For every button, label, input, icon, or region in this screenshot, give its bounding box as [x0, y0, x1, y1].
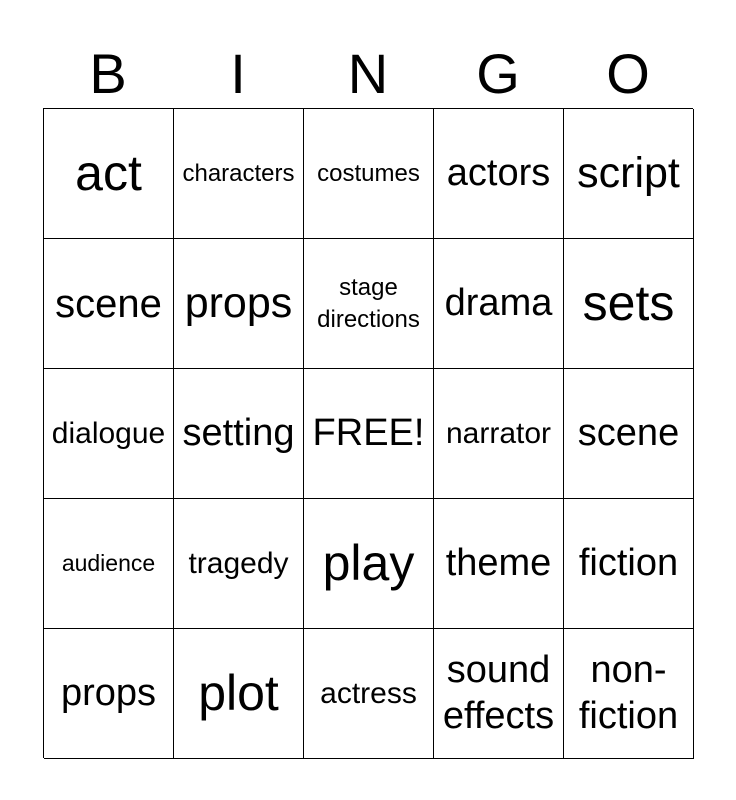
cell-text: actress: [320, 676, 417, 710]
bingo-cell[interactable]: [564, 369, 694, 499]
header-letter-n: N: [347, 42, 389, 105]
cell-text: plot: [198, 665, 279, 722]
cell-text: characters: [182, 159, 295, 187]
cell-text: stage directions: [317, 274, 420, 333]
bingo-cell[interactable]: [304, 629, 434, 759]
bingo-cell[interactable]: [44, 629, 174, 759]
bingo-cell[interactable]: [434, 369, 564, 499]
bingo-cell[interactable]: [304, 499, 434, 629]
cell-text: fiction: [578, 541, 679, 584]
cell-text: script: [577, 148, 680, 197]
cell-text: sound effects: [442, 648, 555, 737]
bingo-cell[interactable]: [44, 499, 174, 629]
bingo-cell[interactable]: [174, 239, 304, 369]
bingo-cell[interactable]: [434, 109, 564, 239]
cell-text: play: [322, 535, 415, 592]
header-letter-i: I: [230, 42, 246, 105]
bingo-cell[interactable]: [434, 629, 564, 759]
bingo-cell[interactable]: [174, 369, 304, 499]
cell-text: drama: [444, 281, 553, 324]
header-letter-g: G: [476, 42, 520, 105]
cell-text: props: [60, 671, 157, 714]
bingo-cell[interactable]: [564, 629, 694, 759]
cell-text: FREE!: [312, 411, 425, 454]
cell-text: scene: [577, 411, 680, 454]
bingo-cell[interactable]: [434, 499, 564, 629]
bingo-cell[interactable]: [44, 369, 174, 499]
bingo-cell[interactable]: [304, 109, 434, 239]
bingo-cell[interactable]: [174, 629, 304, 759]
cell-text: actors: [446, 151, 551, 194]
free-space-cell[interactable]: [304, 369, 434, 499]
cell-text: act: [75, 145, 142, 202]
bingo-board: [43, 108, 693, 758]
cell-text: sets: [582, 275, 675, 332]
bingo-cell[interactable]: [564, 239, 694, 369]
cell-text: props: [184, 278, 293, 327]
bingo-cell[interactable]: [304, 239, 434, 369]
bingo-cell[interactable]: [564, 109, 694, 239]
cell-text: theme: [445, 541, 552, 584]
cell-text: dialogue: [51, 416, 166, 450]
cell-text: costumes: [317, 159, 420, 187]
bingo-cell[interactable]: [174, 109, 304, 239]
bingo-header: [43, 40, 693, 108]
cell-text: tragedy: [188, 546, 289, 580]
bingo-cell[interactable]: [564, 499, 694, 629]
header-letter-o: O: [606, 42, 650, 105]
cell-text: audience: [61, 549, 156, 576]
bingo-cell[interactable]: [44, 109, 174, 239]
bingo-cell[interactable]: [44, 239, 174, 369]
bingo-cell[interactable]: [434, 239, 564, 369]
header-letter-b: B: [89, 42, 127, 105]
bingo-cell[interactable]: [174, 499, 304, 629]
cell-text: setting: [182, 411, 295, 454]
cell-text: scene: [55, 281, 162, 326]
cell-text: non- fiction: [578, 648, 679, 737]
cell-text: narrator: [445, 416, 552, 450]
